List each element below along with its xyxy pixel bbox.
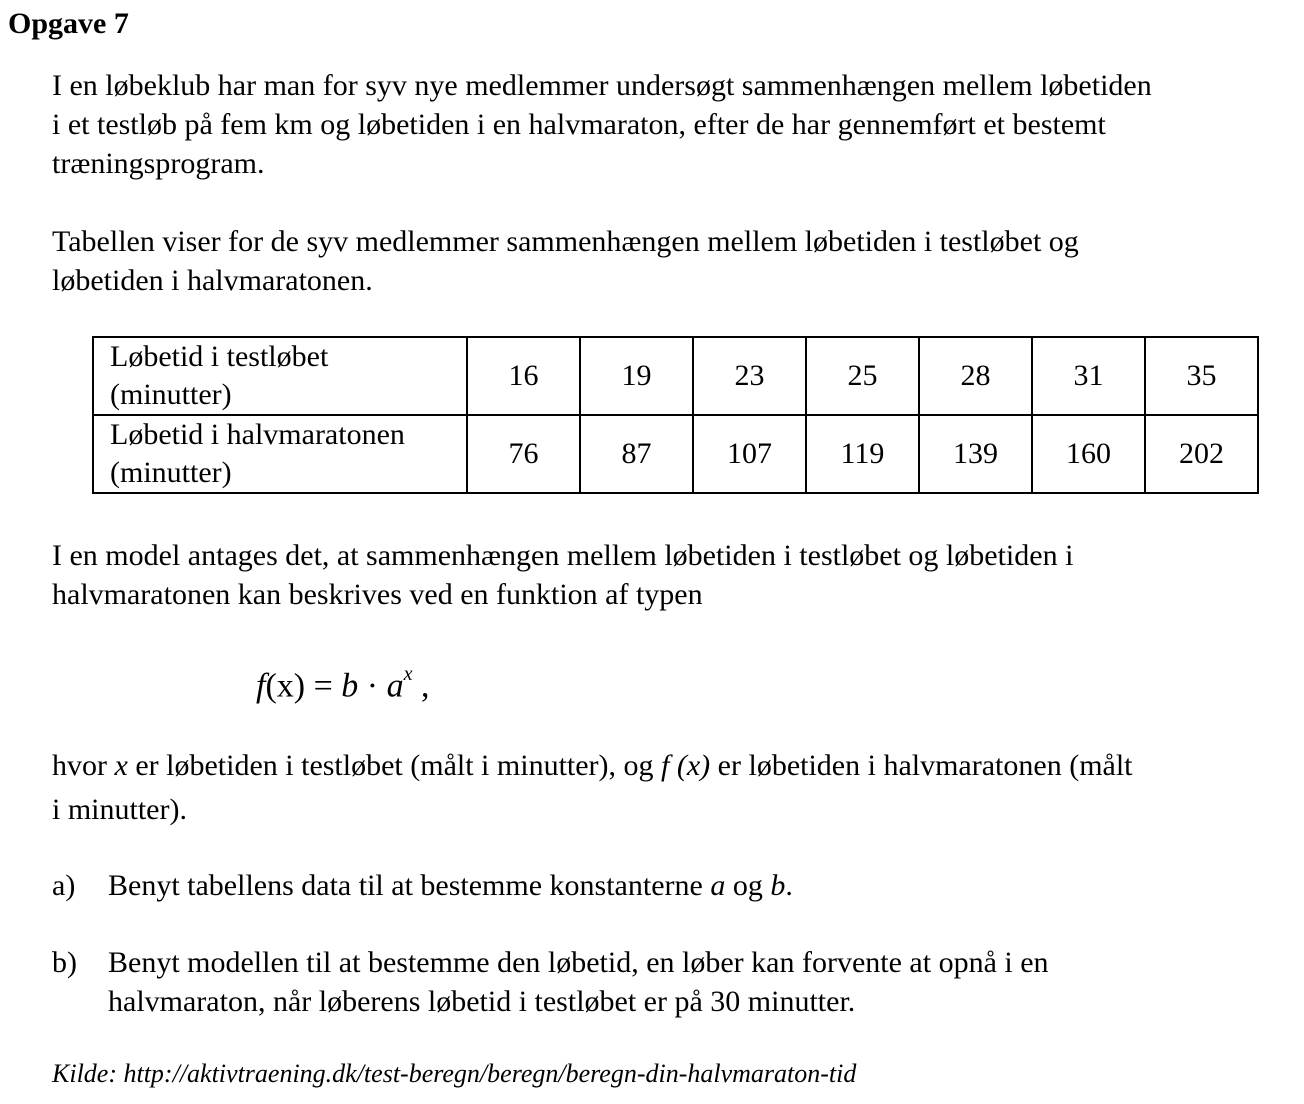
formula-f: f bbox=[256, 667, 266, 705]
row-label-test-times-line-2: (minutter) bbox=[110, 378, 232, 411]
explanation-fx: f (x) bbox=[661, 749, 711, 782]
explanation-x: x bbox=[114, 749, 128, 782]
question-a-label: a) bbox=[52, 869, 76, 902]
intro-paragraph bbox=[52, 66, 1302, 183]
row-label-half-marathon-times bbox=[93, 415, 467, 493]
row-label-half-marathon-line-1: Løbetid i halvmaratonen bbox=[110, 418, 405, 451]
question-b-line-2: halvmaraton, når løberens løbetid i testløbet er på 30 minutter. bbox=[108, 985, 856, 1018]
table-cell: 87 bbox=[580, 415, 693, 493]
model-formula bbox=[256, 656, 430, 708]
model-intro-paragraph bbox=[52, 536, 1302, 614]
formula-equals: = bbox=[305, 667, 342, 705]
table-cell: 107 bbox=[693, 415, 806, 493]
formula-dot: · bbox=[358, 667, 387, 705]
question-a-var-b: b bbox=[770, 869, 786, 902]
formula-a: a bbox=[386, 667, 404, 705]
explanation-line-1 bbox=[52, 744, 1302, 788]
table-cell: 35 bbox=[1145, 337, 1258, 415]
table-cell: 23 bbox=[693, 337, 806, 415]
table-cell: 31 bbox=[1032, 337, 1145, 415]
table-intro-line-1: Tabellen viser for de syv medlemmer sammenhængen mellem løbetiden i testløbet og bbox=[52, 225, 1079, 258]
table-row-half-marathon-times bbox=[93, 415, 1258, 493]
explanation-paragraph bbox=[52, 744, 1302, 832]
formula-b: b bbox=[341, 667, 359, 705]
question-b-label: b) bbox=[52, 946, 77, 979]
explanation-text-3: er løbetiden i halvmaratonen (målt bbox=[710, 749, 1133, 782]
model-intro-line-2: halvmaratonen kan beskrives ved en funktion af typen bbox=[52, 578, 703, 611]
table-cell: 19 bbox=[580, 337, 693, 415]
row-label-half-marathon-line-2: (minutter) bbox=[110, 456, 232, 489]
table-intro-line-2: løbetiden i halvmaratonen. bbox=[52, 264, 373, 297]
row-label-test-times bbox=[93, 337, 467, 415]
question-b-text bbox=[108, 943, 1049, 1021]
table-cell: 16 bbox=[467, 337, 580, 415]
explanation-text-1: hvor bbox=[52, 749, 115, 782]
intro-line-1: I en løbeklub har man for syv nye medlemmer undersøgt sammenhængen mellem løbetiden bbox=[52, 69, 1152, 102]
formula-trailing-comma: , bbox=[412, 667, 430, 705]
intro-line-2: i et testløb på fem km og løbetiden i en halvmaraton, efter de har gennemført et bestemt bbox=[52, 108, 1106, 141]
table-row-test-times bbox=[93, 337, 1258, 415]
question-a-text-1: Benyt tabellens data til at bestemme konstanterne bbox=[108, 869, 711, 902]
data-table bbox=[92, 336, 1259, 494]
table-cell: 28 bbox=[919, 337, 1032, 415]
row-label-test-times-line-1: Løbetid i testløbet bbox=[110, 340, 329, 373]
question-a-var-a: a bbox=[710, 869, 726, 902]
question-b-line-1: Benyt modellen til at bestemme den løbetid, en løber kan forvente at opnå i en bbox=[108, 946, 1049, 979]
question-a-text bbox=[108, 866, 793, 905]
model-intro-line-1: I en model antages det, at sammenhængen mellem løbetiden i testløbet og løbetiden i bbox=[52, 539, 1074, 572]
explanation-line-2: i minutter). bbox=[52, 793, 187, 826]
exercise-title: Opgave 7 bbox=[8, 7, 129, 40]
table-cell: 160 bbox=[1032, 415, 1145, 493]
formula-exponent: x bbox=[403, 663, 413, 685]
table-intro-paragraph bbox=[52, 222, 1302, 300]
formula-argument: (x) bbox=[265, 667, 306, 705]
table-cell: 119 bbox=[806, 415, 919, 493]
table-cell: 202 bbox=[1145, 415, 1258, 493]
table-cell: 76 bbox=[467, 415, 580, 493]
question-a-text-2: og bbox=[725, 869, 771, 902]
explanation-text-2: er løbetiden i testløbet (målt i minutter), og bbox=[127, 749, 662, 782]
question-a-text-3: . bbox=[785, 869, 793, 902]
table-cell: 139 bbox=[919, 415, 1032, 493]
intro-line-3: træningsprogram. bbox=[52, 147, 265, 180]
source-citation: Kilde: http://aktivtraening.dk/test-beregn/beregn/beregn-din-halvmaraton-tid bbox=[52, 1059, 857, 1088]
table-cell: 25 bbox=[806, 337, 919, 415]
